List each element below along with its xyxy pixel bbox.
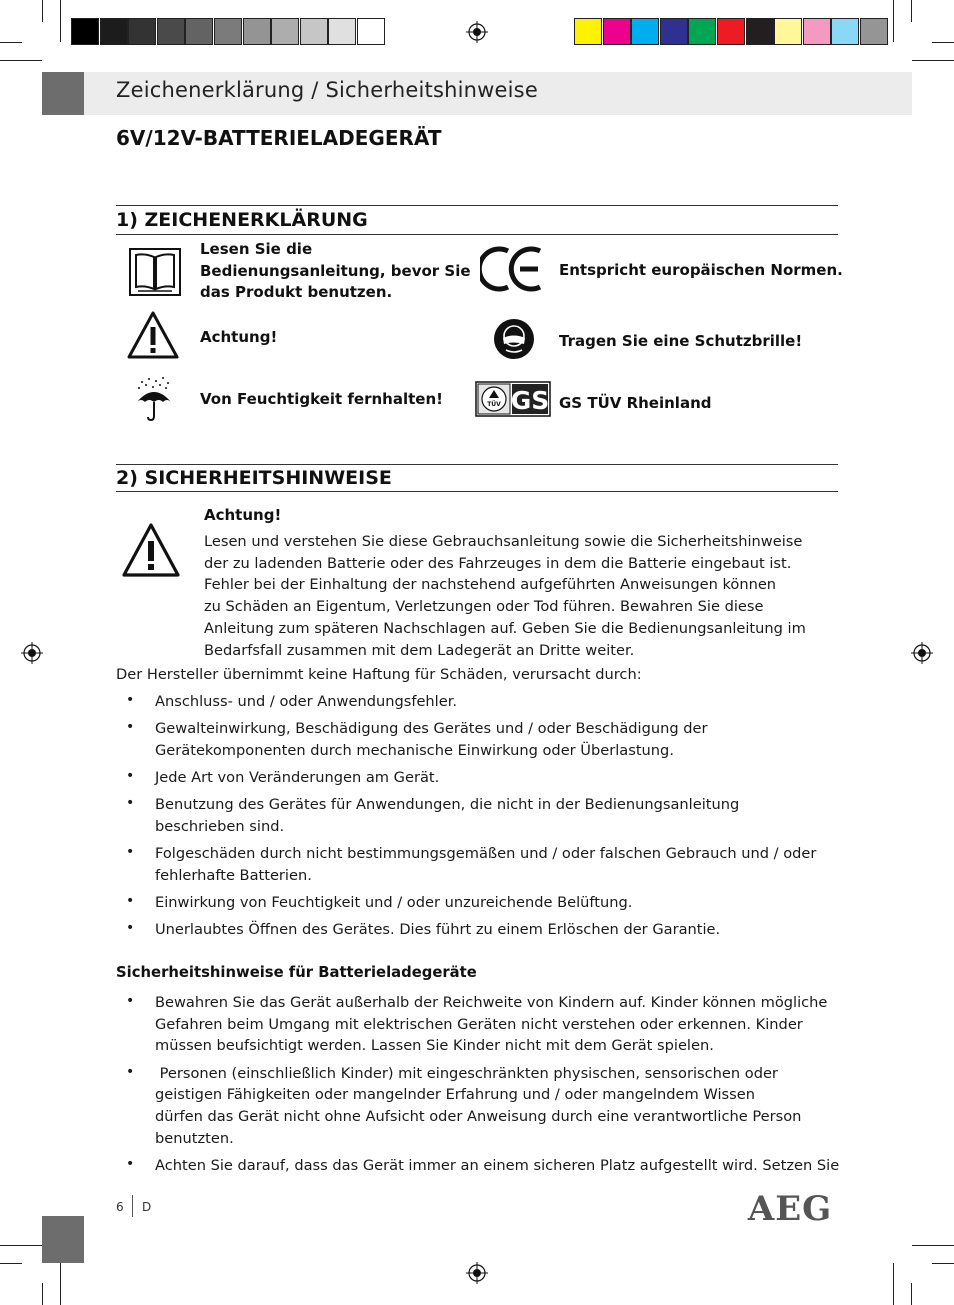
- bullet-marker: •: [126, 844, 135, 861]
- ce-mark-icon: [480, 245, 544, 293]
- warning-triangle-icon: [126, 310, 180, 360]
- list-item: Benutzung des Gerätes für Anwendungen, die nicht in der Bedienungsanleitung beschrieben sind.: [155, 796, 740, 835]
- list-item: Achten Sie darauf, dass das Gerät immer an einem sicheren Platz aufgestellt wird. Setzen Sie: [155, 1156, 840, 1174]
- list-item: Gewalteinwirkung, Beschädigung des Gerätes und / oder Beschädigung der Gerätekomponenten durch mechanische Einwirkung oder Überlastung.: [155, 720, 708, 759]
- section-2-top-rule: [116, 464, 838, 465]
- footer-divider: [132, 1195, 133, 1217]
- registration-mark-left: [21, 642, 43, 664]
- warning-heading: Achtung!: [204, 506, 282, 524]
- color-swatch: [128, 18, 156, 45]
- color-swatch: [831, 18, 859, 45]
- section-1-bottom-rule: [116, 234, 838, 235]
- registration-mark-bottom: [466, 1262, 488, 1284]
- document-title: 6V/12V-BATTERIELADEGERÄT: [116, 126, 442, 150]
- book-manual-icon: [128, 247, 182, 297]
- color-swatch: [157, 18, 185, 45]
- bullet-marker: •: [126, 692, 135, 708]
- symbol-warning-text: Achtung!: [200, 328, 278, 346]
- color-swatch: [603, 18, 631, 45]
- warning-paragraph: Lesen und verstehen Sie diese Gebrauchsanleitung sowie die Sicherheitshinweise der zu ladenden Batterie oder des Fahrzeuges in dem die Batterie eingebaut ist. Fehler bei der Einhaltung der nachstehend aufgeführten Anweisungen können zu Schäden an Eigentum, Verletzungen oder Tod führen. Bewahren Sie diese Anleitung zum späteren Nachschlagen auf. Geben Sie die Bedienungsanleitung im Bedarfsfall zusammen mit dem Ladegerät an Dritte weiter.: [204, 533, 806, 659]
- aeg-logo: [740, 1190, 840, 1224]
- list-item: Einwirkung von Feuchtigkeit und / oder unzureichende Belüftung.: [155, 894, 633, 912]
- list-item: Unerlaubtes Öffnen des Gerätes. Dies führt zu einem Erlöschen der Garantie.: [155, 921, 721, 939]
- bullet-marker: •: [126, 719, 135, 736]
- color-swatch: [100, 18, 128, 45]
- tuv-mark-text: TÜV: [487, 401, 501, 408]
- color-swatch: [300, 18, 328, 45]
- gs-tuv-certification-icon: [475, 381, 551, 417]
- section-1-title: 1) ZEICHENERKLÄRUNG: [116, 209, 368, 231]
- bullet-marker: •: [126, 920, 135, 937]
- symbol-ce-text: Entspricht europäischen Normen.: [559, 261, 843, 279]
- warning-triangle-large-icon: [121, 522, 181, 578]
- color-swatch: [717, 18, 745, 45]
- symbol-gs-text: GS TÜV Rheinland: [559, 394, 712, 412]
- page-header-title: Zeichenerklärung / Sicherheitshinweise: [116, 78, 538, 102]
- color-swatch: [660, 18, 688, 45]
- list-item: Anschluss- und / oder Anwendungsfehler.: [155, 693, 458, 710]
- symbol-moisture-text: Von Feuchtigkeit fernhalten!: [200, 390, 443, 408]
- svg-text:AEG: AEG: [747, 1190, 833, 1224]
- bullet-marker: •: [126, 893, 135, 910]
- bullet-marker: •: [126, 795, 135, 812]
- color-swatch: [574, 18, 602, 45]
- list-item: Personen (einschließlich Kinder) mit eingeschränkten physischen, sensorischen oder geistigen Fähigkeiten oder mangelnder Erfahrung und / oder mangelndem Wissen dürfen das Gerät nicht ohne Aufsicht oder Anweisung durch eine verantwortliche Person benutzten.: [155, 1064, 802, 1147]
- symbol-goggles-text: Tragen Sie eine Schutzbrille!: [559, 332, 803, 350]
- charger-safety-heading: Sicherheitshinweise für Batterieladegeräte: [116, 964, 477, 981]
- color-swatch: [214, 18, 242, 45]
- bullet-marker: •: [126, 768, 135, 785]
- list-item: Jede Art von Veränderungen am Gerät.: [155, 769, 440, 787]
- color-swatch: [328, 18, 356, 45]
- color-swatch: [243, 18, 271, 45]
- liability-intro: Der Hersteller übernimmt keine Haftung für Schäden, verursacht durch:: [116, 666, 642, 683]
- section-2-bottom-rule: [116, 491, 838, 492]
- color-swatch: [271, 18, 299, 45]
- color-swatch: [185, 18, 213, 45]
- color-swatch: [631, 18, 659, 45]
- safety-goggles-icon: [493, 318, 535, 360]
- gs-mark-text: GS: [510, 386, 550, 415]
- color-swatch: [71, 18, 99, 45]
- symbol-manual-text: Lesen Sie die Bedienungsanleitung, bevor Sie das Produkt benutzen.: [200, 240, 471, 301]
- list-item: Bewahren Sie das Gerät außerhalb der Reichweite von Kindern auf. Kinder können mögliche Gefahren beim Umgang mit elektrischen Geräten nicht verstehen oder erkennen. Kinder müssen beufsichtigt werden. Lassen Sie Kinder nicht mit dem Gerät spielen.: [155, 994, 828, 1055]
- list-item: Folgeschäden durch nicht bestimmungsgemäßen und / oder falschen Gebrauch und / oder fehlerhafte Batterien.: [155, 845, 817, 884]
- color-swatch: [357, 18, 385, 45]
- header-side-block: [42, 72, 84, 115]
- registration-mark-right: [911, 642, 933, 664]
- footer-side-block: [42, 1216, 84, 1263]
- umbrella-rain-icon: [134, 376, 174, 422]
- color-swatch: [860, 18, 888, 45]
- color-swatch: [774, 18, 802, 45]
- bullet-marker: •: [126, 1155, 135, 1172]
- bullet-marker: •: [126, 1063, 135, 1080]
- language-code: D: [142, 1200, 152, 1214]
- color-swatch: [746, 18, 774, 45]
- bullet-marker: •: [126, 993, 135, 1009]
- registration-mark-top: [466, 21, 488, 43]
- color-swatch: [688, 18, 716, 45]
- section-1-top-rule: [116, 205, 838, 206]
- color-swatch: [803, 18, 831, 45]
- section-2-title: 2) SICHERHEITSHINWEISE: [116, 467, 392, 489]
- page-number: 6: [116, 1200, 124, 1214]
